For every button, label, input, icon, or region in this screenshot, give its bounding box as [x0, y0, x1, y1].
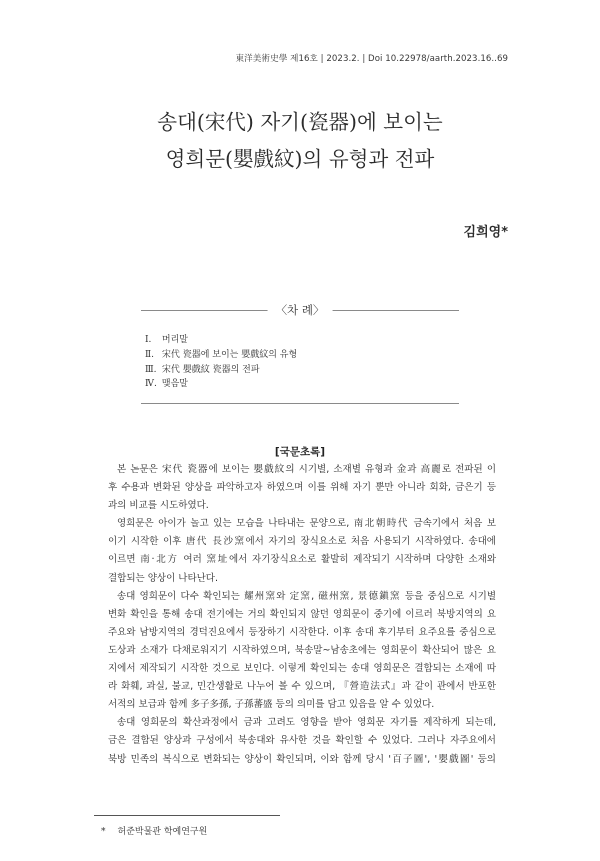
abstract-line: 변화 확인을 통해 송대 전기에는 거의 확인되지 않던 영희문이 중기에 이르러 북방지역의 요	[108, 608, 496, 620]
toc-list	[145, 333, 297, 392]
footnote	[101, 824, 207, 837]
footnote-mark: *	[101, 827, 106, 837]
toc-item-label: 宋代 嬰戲紋 瓷器의 전파	[161, 364, 260, 375]
abstract-line: 송대 영희문의 확산과정에서 금과 고려도 영향을 받아 영희문 자기를 제작하게 되는데,	[117, 717, 496, 729]
toc-item	[145, 363, 297, 378]
abstract-line: 북방 민족의 복식으로 변화되는 양상이 확인되며, 이와 함께 당시 '百子圖', '嬰戲圖' 등의	[108, 753, 496, 765]
paper-title	[0, 104, 600, 178]
footnote-text: 허준박물관 학예연구원	[117, 827, 208, 837]
title-line-2: 영희문(嬰戲紋)의 유형과 전파	[165, 147, 435, 171]
abstract-line: 금은 결합된 양상과 구성에서 북송대와 유사한 것을 확인할 수 있었다. 그러나 자주요에서	[108, 735, 496, 747]
abstract-line: 본 논문은 宋代 瓷器에 보이는 嬰戲紋의 시기별, 소재별 유형과 金과 高麗로 전파된 이	[117, 464, 496, 475]
toc-item	[145, 377, 297, 392]
abstract-line: 도상과 소재가 다채로워지기 시작하였으며, 북송말~남송초에는 영희문이 확산되어 많은 요	[108, 644, 496, 656]
footnote-divider	[94, 815, 280, 816]
abstract-line: 라 화훼, 과실, 불교, 민간생활로 나누어 볼 수 있으며, 『營造法式』과 같이 관에서 반포한	[108, 681, 496, 693]
abstract-line: 이기 시작한 이후 唐代 長沙窯에서 자기의 장식요소로 처음 사용되기 시작하였다. 송대에	[108, 536, 496, 548]
abstract-line: 영희문은 아이가 놀고 있는 모습을 나타내는 문양으로, 南北朝時代 금속기에서 처음 보	[117, 518, 496, 530]
abstract-line: 지에서 제작되기 시작한 것으로 보인다. 이렇게 확인되는 송대 영희문은 결합되는 소재에 따	[108, 663, 496, 675]
abstract-line: 주요와 남방지역의 경덕진요에서 등장하기 시작한다. 이후 송대 후기부터 요주요를 중심으로	[108, 626, 496, 638]
toc-item	[145, 333, 297, 348]
toc-item-number: Ⅳ.	[145, 379, 157, 390]
abstract-line: 후 수용과 변화된 양상을 파악하고자 하였으며 이를 위해 자기 뿐만 아니라 회화, 금은기 등	[108, 482, 496, 494]
abstract-line: 이르면 南·北方 여러 窯址에서 자기장식요소로 활발히 제작되기 시작하며 다양한 소재와	[108, 554, 496, 566]
author-name: 김희영*	[463, 225, 508, 240]
abstract-line: 송대 영희문이 다수 확인되는 耀州窯와 定窯, 磁州窯, 景德鎭窯 등을 중심으로 시기별	[117, 590, 496, 602]
toc-item	[145, 348, 297, 363]
toc-title: 〈차 례〉	[268, 302, 333, 318]
abstract-heading: [국문초록]	[274, 446, 326, 458]
abstract-body	[108, 461, 496, 769]
toc-item-number: Ⅱ.	[145, 349, 154, 360]
journal-header: 東洋美術史學 제16호 | 2023.2. | Doi 10.22978/aarth.2023.16..69	[235, 54, 508, 64]
toc-item-label: 머리말	[161, 335, 188, 345]
toc-item-number: Ⅰ.	[145, 335, 152, 345]
title-line-1: 송대(宋代) 자기(瓷器)에 보이는	[157, 110, 443, 134]
abstract-line: 서적의 보급과 함께 多子多孫, 子孫蕃盛 등의 의미를 담고 있음을 알 수 있었다.	[108, 699, 435, 711]
abstract-line: 과의 비교를 시도하였다.	[108, 500, 209, 512]
toc-item-label: 맺음말	[161, 379, 188, 390]
abstract-line: 결합되는 양상이 나타난다.	[108, 572, 219, 584]
toc-item-label: 宋代 瓷器에 보이는 嬰戲紋의 유형	[161, 349, 298, 360]
toc-item-number: Ⅲ.	[145, 364, 157, 375]
table-of-contents	[141, 303, 459, 404]
